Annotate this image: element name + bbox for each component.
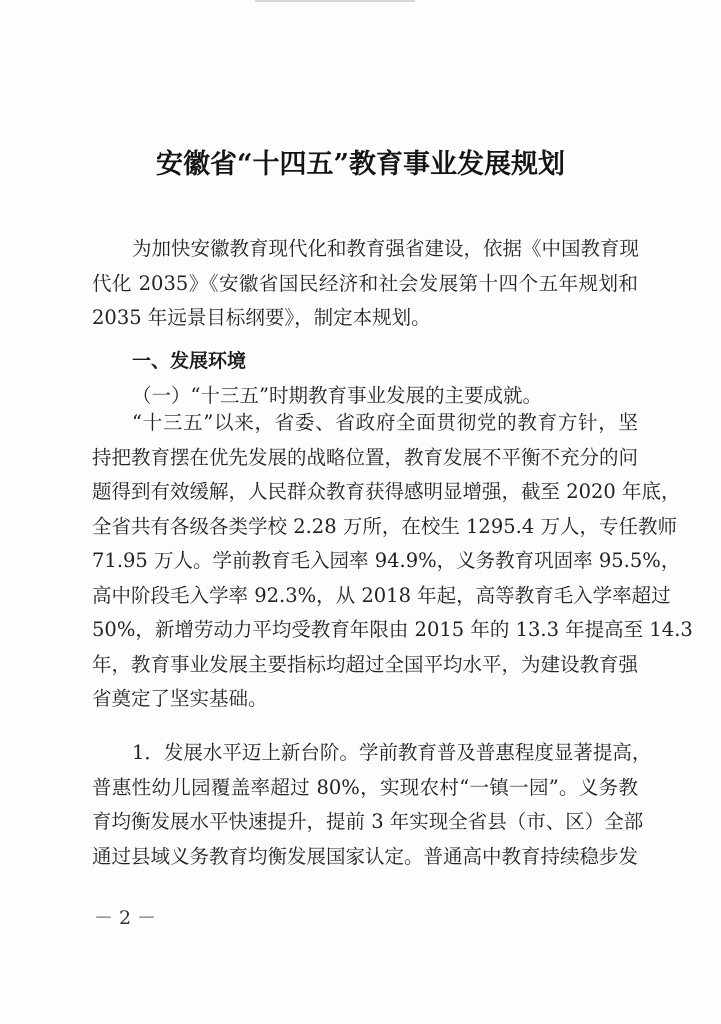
item1-line: 通过县域义务教育均衡发展国家认定。普通高中教育持续稳步发 <box>92 844 639 868</box>
body-line: 高中阶段毛入学率 92.3%，从 2018 年起，高等教育毛入学率超过 <box>92 583 671 607</box>
item-1-paragraph <box>92 736 652 874</box>
document-title: 安徽省“十四五”教育事业发展规划 <box>155 149 566 180</box>
intro-line: 代化 2035》《安徽省国民经济和社会发展第十四个五年规划和 <box>92 271 638 295</box>
subsection-heading: （一）“十三五”时期教育事业发展的主要成就。 <box>132 384 542 407</box>
intro-line: 2035 年远景目标纲要》，制定本规划。 <box>92 306 431 329</box>
section-heading: 一、发展环境 <box>132 350 247 372</box>
achievements-paragraph <box>92 406 693 717</box>
body-line: 省奠定了坚实基础。 <box>92 687 268 710</box>
body-line: 持把教育摆在优先发展的战略位置，教育发展不平衡不充分的问 <box>92 445 639 469</box>
body-line: “十三五”以来，省委、省政府全面贯彻党的教育方针，坚 <box>132 411 638 434</box>
body-line: 题得到有效缓解，人民群众教育获得感明显增强，截至 2020 年底， <box>92 480 681 503</box>
intro-paragraph <box>92 232 638 336</box>
item1-line: 普惠性幼儿园覆盖率超过 80%，实现农村“一镇一园”。义务教 <box>92 775 638 799</box>
item1-line: 育均衡发展水平快速提升，提前 3 年实现全省县（市、区）全部 <box>92 810 644 833</box>
intro-line: 为加快安徽教育现代化和教育强省建设，依据《中国教育现 <box>132 237 640 260</box>
body-line: 50%，新增劳动力平均受教育年限由 2015 年的 13.3 年提高至 14.3 <box>92 618 693 641</box>
body-line: 71.95 万人。学前教育毛入园率 94.9%，义务教育巩固率 95.5%， <box>92 549 681 572</box>
page-number: － 2 － <box>94 907 157 929</box>
item1-line: 1．发展水平迈上新台阶。学前教育普及普惠程度显著提高， <box>132 741 652 764</box>
body-line: 年，教育事业发展主要指标均超过全国平均水平，为建设教育强 <box>92 652 639 676</box>
scan-edge-mark <box>255 0 415 2</box>
body-line: 全省共有各级各类学校 2.28 万所，在校生 1295.4 万人，专任教师 <box>92 514 677 538</box>
